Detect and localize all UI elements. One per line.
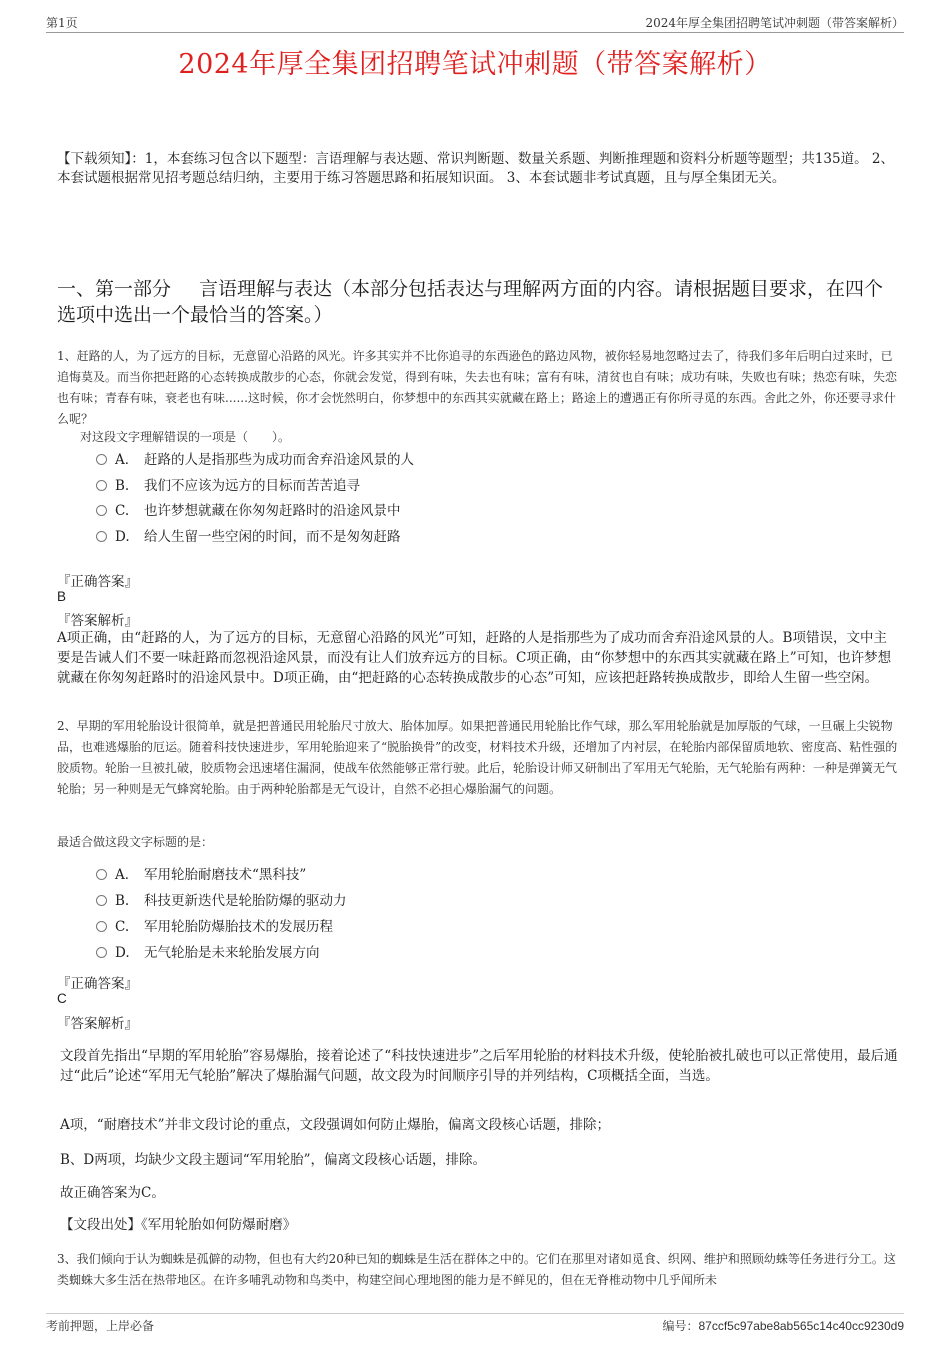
q2-option-d[interactable]: D. 无气轮胎是未来轮胎发展方向 xyxy=(96,943,320,963)
footer-slogan: 考前押题，上岸必备 xyxy=(46,1319,155,1333)
q2-analysis-1: 文段首先指出“早期的军用轮胎”容易爆胎，接着论述了“科技快速进步”之后军用轮胎的材料技术升级，使轮胎被扎破也可以正常使用，最后通过“此后”论述“军用无气轮胎”解决了爆胎漏气问题，故文段为时间顺序引导的并列结构，C项概括全面，当选。 xyxy=(60,1048,898,1084)
header-doc-title: 2024年厚全集团招聘笔试冲刺题（带答案解析） xyxy=(645,16,904,30)
footer-code: 87ccf5c97abe8ab565c14c40cc9230d9 xyxy=(698,1319,904,1333)
page-header xyxy=(46,14,904,33)
radio-icon[interactable] xyxy=(96,480,107,491)
q2-analysis-label: 『答案解析』 xyxy=(57,1016,138,1032)
q2-stem: 2、早期的军用轮胎设计很简单，就是把普通民用轮胎尺寸放大、胎体加厚。如果把普通民用轮胎比作气球，那么军用轮胎就是加厚版的气球，一旦碾上尖锐物品，也难逃爆胎的厄运。随着科技快速进步，军用轮胎迎来了“脱胎换骨”的改变，材料技术升级，还增加了内衬层，在轮胎内部保留质地软、密度高、粘性强的胶质物。轮胎一旦被扎破，胶质物会迅速堵住漏洞，使战车依然能够正常行驶。此后，轮胎设计师又研制出了军用无气轮胎，无气轮胎有两种：一种是弹簧无气轮胎；另一种则是无气蜂窝轮胎。由于两种轮胎都是无气设计，自然不必担心爆胎漏气的问题。 xyxy=(57,719,898,796)
footer-code-block xyxy=(662,1317,904,1334)
q2-analysis-3: B、D两项，均缺少文段主题词“军用轮胎”，偏离文段核心话题，排除。 xyxy=(60,1152,487,1168)
q1-correct-label: 『正确答案』 xyxy=(57,574,138,590)
q2-option-b[interactable]: B. 科技更新迭代是轮胎防爆的驱动力 xyxy=(96,891,347,911)
q3-stem: 3、我们倾向于认为蜘蛛是孤僻的动物，但也有大约20种已知的蜘蛛是生活在群体之中的。它们在那里对诸如觅食、织网、维护和照顾幼蛛等任务进行分工。这类蜘蛛大多生活在热带地区。在许多哺乳动物和鸟类中，构建空间心理地图的能力是不鲜见的，但在无脊椎动物中几乎闻所未 xyxy=(57,1252,896,1287)
radio-icon[interactable] xyxy=(96,947,107,958)
q2-correct-label: 『正确答案』 xyxy=(57,976,138,992)
q1-answer: B xyxy=(57,589,67,604)
q2-answer: C xyxy=(57,991,67,1006)
q2-option-c[interactable]: C. 军用轮胎防爆胎技术的发展历程 xyxy=(96,917,333,937)
page-footer xyxy=(46,1313,904,1334)
q1-option-d[interactable]: D. 给人生留一些空闲的时间，而不是匆匆赶路 xyxy=(96,527,401,547)
q1-option-a[interactable]: A． 赶路的人是指那些为成功而舍弃沿途风景的人 xyxy=(96,450,414,470)
section-prefix: 一、第一部分 xyxy=(57,278,172,300)
radio-icon[interactable] xyxy=(96,505,107,516)
q2-analysis-2: A项，“耐磨技术”并非文段讨论的重点，文段强调如何防止爆胎，偏离文段核心话题，排除； xyxy=(60,1117,611,1133)
radio-icon[interactable] xyxy=(96,895,107,906)
page-title: 2024年厚全集团招聘笔试冲刺题（带答案解析） xyxy=(178,49,772,80)
q2-analysis-4: 故正确答案为C。 xyxy=(60,1185,165,1201)
download-notice: 【下载须知】：1，本套练习包含以下题型：言语理解与表达题、常识判断题、数量关系题、判断推理题和资料分析题等题型；共135道。 2、本套试题根据常见招考题总结归纳，主要用于练习答题思路和拓展知识面。 3、本套试题非考试真题，且与厚全集团无关。 xyxy=(57,151,894,186)
radio-icon[interactable] xyxy=(96,531,107,542)
footer-code-label: 编号： xyxy=(662,1319,699,1333)
page-number: 第1页 xyxy=(46,16,78,30)
radio-icon[interactable] xyxy=(96,921,107,932)
q2-prompt: 最适合做这段文字标题的是： xyxy=(57,835,214,849)
section-text: 言语理解与表达（本部分包括表达与理解两方面的内容。请根据题目要求，在四个选项中选出一个最恰当的答案。） xyxy=(57,278,884,326)
q1-option-b[interactable]: B. 我们不应该为远方的目标而苦苦追寻 xyxy=(96,476,360,496)
q2-source: 【文段出处】《军用轮胎如何防爆耐磨》 xyxy=(60,1217,297,1233)
radio-icon[interactable] xyxy=(96,869,107,880)
q2-option-a[interactable]: A． 军用轮胎耐磨技术“黑科技” xyxy=(96,865,306,885)
radio-icon[interactable] xyxy=(96,454,107,465)
q1-option-c[interactable]: C. 也许梦想就藏在你匆匆赶路时的沿途风景中 xyxy=(96,501,401,521)
section-heading xyxy=(57,276,900,328)
q1-stem: 1、赶路的人，为了远方的目标，无意留心沿路的风光。许多其实并不比你追寻的东西逊色的路边风物，被你轻易地忽略过去了，待我们多年后明白过来时，已追悔莫及。而当你把赶路的心态转换成散步的心态，你就会发觉，得到有味，失去也有味；富有有味，清贫也自有味；成功有味，失败也有味；热恋有味，失恋也有味；青春有味，衰老也有味......这时候，你才会恍然明白，你梦想中的东西其实就藏在路上；路途上的遭遇正有你所寻觅的东西。舍此之外，你还要寻求什么呢？ xyxy=(57,349,898,426)
q1-analysis-label: 『答案解析』 xyxy=(57,613,138,629)
q1-prompt: 对这段文字理解错误的一项是（ ）。 xyxy=(80,430,291,444)
q1-analysis: A项正确，由“赶路的人，为了远方的目标，无意留心沿路的风光”可知，赶路的人是指那些为了成功而舍弃沿途风景的人。B项错误，文中主要是告诫人们不要一味赶路而忽视沿途风景，而没有让人们放弃远方的目标。C项正确，由“你梦想中的东西其实就藏在路上”可知，也许梦想就藏在你匆匆赶路时的沿途风景中。D项正确，由“把赶路的心态转换成散步的心态”可知，应该把赶路转换成散步，即给人生留一些空闲。 xyxy=(57,630,892,686)
